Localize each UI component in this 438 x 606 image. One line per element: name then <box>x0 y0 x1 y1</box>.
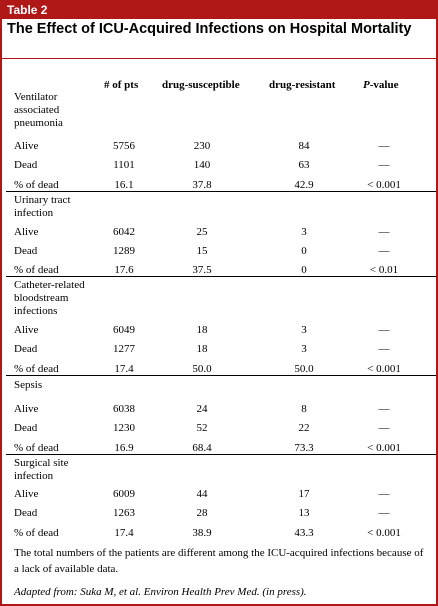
col-header-resistant: drug-resistant <box>269 79 336 91</box>
cell-resistant: 0 <box>301 245 307 257</box>
cell-pvalue: — <box>378 343 390 355</box>
cell-resistant: 63 <box>298 159 310 171</box>
table-title: The Effect of ICU-Acquired Infections on Hospital Mortality <box>7 21 412 37</box>
cell-pvalue: — <box>378 324 390 336</box>
cell-pvalue: < 0.001 <box>367 527 401 539</box>
section-divider <box>6 276 436 277</box>
cell-pts: 1230 <box>113 422 135 434</box>
section-label <box>14 457 68 483</box>
section-label-line: associated <box>14 104 60 116</box>
cell-resistant: 73.3 <box>294 442 314 454</box>
cell-susceptible: 28 <box>196 507 208 519</box>
cell-pts: 1277 <box>113 343 135 355</box>
cell-pts: 17.4 <box>114 527 134 539</box>
section-label-line: infection <box>14 207 54 219</box>
section-divider <box>6 454 436 455</box>
footnote: The total numbers of the patients are different among the ICU-acquired infections because of a lack of available data. <box>14 547 424 575</box>
row-label: % of dead <box>14 179 59 191</box>
cell-pvalue: < 0.001 <box>367 363 401 375</box>
cell-pts: 17.4 <box>114 363 134 375</box>
cell-pvalue: — <box>378 403 390 415</box>
row-label: Alive <box>14 488 39 500</box>
cell-pts: 6038 <box>113 403 135 415</box>
section-divider <box>6 191 436 192</box>
cell-susceptible: 15 <box>196 245 208 257</box>
cell-susceptible: 52 <box>196 422 208 434</box>
section-label-line: pneumonia <box>14 117 63 129</box>
cell-susceptible: 18 <box>196 324 208 336</box>
cell-pts: 16.1 <box>114 179 134 191</box>
cell-pvalue: — <box>378 507 390 519</box>
row-label: % of dead <box>14 363 59 375</box>
cell-resistant: 13 <box>298 507 310 519</box>
cell-susceptible: 37.5 <box>192 264 212 276</box>
cell-pts: 17.6 <box>114 264 134 276</box>
cell-resistant: 0 <box>301 264 307 276</box>
col-header-pvalue <box>363 79 398 91</box>
cell-resistant: 50.0 <box>294 363 314 375</box>
cell-pts: 6049 <box>113 324 135 336</box>
cell-susceptible: 37.8 <box>192 179 212 191</box>
col-header-pvalue-rest: -value <box>369 79 399 91</box>
cell-pvalue: < 0.001 <box>367 442 401 454</box>
cell-pvalue: — <box>378 140 390 152</box>
row-label: % of dead <box>14 527 59 539</box>
cell-susceptible: 38.9 <box>192 527 212 539</box>
section-label <box>14 91 63 130</box>
col-header-pts: # of pts <box>104 79 139 91</box>
section-label-line: infections <box>14 305 58 317</box>
section-divider <box>6 375 436 376</box>
cell-pvalue: < 0.001 <box>367 179 401 191</box>
col-header-susceptible: drug-susceptible <box>162 79 240 91</box>
cell-pts: 16.9 <box>114 442 134 454</box>
cell-susceptible: 44 <box>196 488 208 500</box>
row-label: Dead <box>14 159 38 171</box>
cell-resistant: 3 <box>301 324 307 336</box>
table-label: Table 2 <box>7 3 48 17</box>
row-label: Alive <box>14 140 39 152</box>
row-label: Alive <box>14 226 39 238</box>
cell-resistant: 42.9 <box>294 179 314 191</box>
source-citation: Adapted from: Suka M, et al. Environ Health Prev Med. (in press). <box>14 586 307 598</box>
section-label-line: bloodstream <box>14 292 69 304</box>
section-label <box>14 194 71 220</box>
cell-pts: 1101 <box>113 159 135 171</box>
cell-susceptible: 18 <box>196 343 208 355</box>
row-label: Alive <box>14 403 39 415</box>
cell-resistant: 8 <box>301 403 307 415</box>
row-label: Alive <box>14 324 39 336</box>
cell-susceptible: 50.0 <box>192 363 212 375</box>
cell-pts: 6042 <box>113 226 135 238</box>
cell-susceptible: 68.4 <box>192 442 212 454</box>
row-label: Dead <box>14 422 38 434</box>
row-label: % of dead <box>14 442 59 454</box>
section-label <box>14 279 85 318</box>
section-label-line: Ventilator <box>14 91 58 103</box>
cell-pts: 1289 <box>113 245 135 257</box>
cell-pvalue: < 0.01 <box>369 264 399 276</box>
cell-resistant: 43.3 <box>294 527 314 539</box>
cell-resistant: 3 <box>301 226 307 238</box>
cell-pvalue: — <box>378 159 390 171</box>
section-label-line: Sepsis <box>14 379 43 391</box>
title-divider <box>2 58 436 59</box>
cell-susceptible: 140 <box>193 159 211 171</box>
cell-pts: 6009 <box>113 488 135 500</box>
cell-pts: 1263 <box>113 507 135 519</box>
cell-resistant: 3 <box>301 343 307 355</box>
cell-pts: 5756 <box>113 140 135 152</box>
section-label-line: infection <box>14 470 54 482</box>
section-label <box>14 379 42 392</box>
cell-pvalue: — <box>378 488 390 500</box>
col-header-pvalue-italic: P <box>363 79 370 91</box>
section-label-line: Surgical site <box>14 457 69 469</box>
cell-resistant: 84 <box>298 140 310 152</box>
cell-pvalue: — <box>378 226 390 238</box>
cell-pvalue: — <box>378 245 390 257</box>
row-label: Dead <box>14 507 38 519</box>
cell-pvalue: — <box>378 422 390 434</box>
table-label-bar <box>2 2 436 19</box>
row-label: Dead <box>14 245 38 257</box>
row-label: % of dead <box>14 264 59 276</box>
section-label-line: Catheter-related <box>14 279 85 291</box>
row-label: Dead <box>14 343 38 355</box>
cell-resistant: 22 <box>298 422 310 434</box>
cell-resistant: 17 <box>298 488 310 500</box>
cell-susceptible: 25 <box>196 226 208 238</box>
cell-susceptible: 24 <box>196 403 208 415</box>
section-label-line: Urinary tract <box>14 194 71 206</box>
cell-susceptible: 230 <box>193 140 211 152</box>
